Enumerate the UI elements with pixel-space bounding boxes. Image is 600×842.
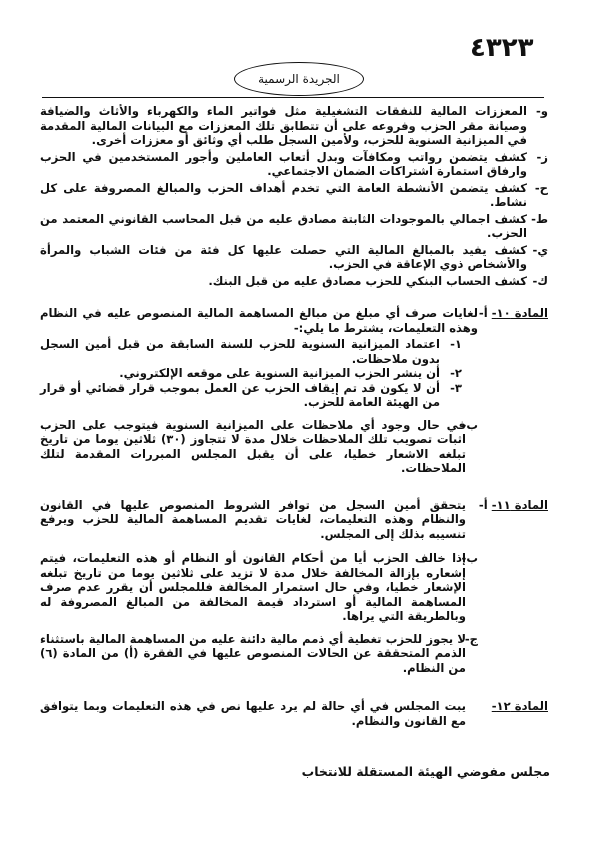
article-11-c-text: لا يجوز للحزب تغطية أي ذمم مالية دائنة عليه من المساهمة المالية باستثناء الذمم المتحققة عن الحالات المنصوص عليها في الفقرة (أ) من المادة (٦) من النظام. <box>40 631 466 675</box>
list-item <box>40 150 548 179</box>
list-item-label: ك- <box>532 273 548 288</box>
list-item-text: المعززات المالية للنفقات التشغيلية مثل فواتير الماء والكهرباء والأثاث والضيافة وصيانة مقر الحزب وفروعه على أن تتطابق تلك المعززات مع البيانات المالية المقدمة في الميزانية السنوية للحزب، ولأمين السجل طلب أي وثائق أو معززات أخرى. <box>40 104 527 147</box>
list-item-label: ط- <box>531 211 548 226</box>
article-12-title: المادة ١٢- <box>491 699 548 713</box>
article-11-paragraph-b <box>40 551 548 624</box>
header-divider <box>42 97 544 98</box>
condition-text: اعتماد الميزانية السنوية للحزب للسنة السابقة من قبل أمين السجل بدون ملاحظات. <box>40 337 440 366</box>
condition-item <box>40 366 548 381</box>
list-item <box>40 243 548 272</box>
article-11-title: المادة ١١- <box>491 497 548 512</box>
list-item-label: ز- <box>536 149 548 164</box>
page-number: ٤٣٢٣ <box>470 33 534 63</box>
list-item-text: كشف اجمالي بالموجودات الثابتة مصادق عليه من قبل المحاسب القانوني المعتمد من الحزب. <box>40 211 527 240</box>
article-10-paragraph-a <box>40 306 548 335</box>
list-item <box>40 274 548 289</box>
condition-text: أن لا يكون قد تم إيقاف الحزب عن العمل بموجب قرار قضائي أو قرار من الهيئة العامة للحزب. <box>40 380 440 409</box>
article-11-c-label: ج- <box>464 631 478 646</box>
article-10-b-label: ب- <box>461 417 478 432</box>
list-item-text: كشف يتضمن رواتب ومكافآت وبدل أتعاب العاملين وأجور المستخدمين في الحزب وارفاق استمارة اشتراكات الضمان الاجتماعي. <box>40 149 527 178</box>
list-item-label: ي- <box>532 242 548 257</box>
list-item <box>40 212 548 241</box>
condition-label: ١- <box>450 337 462 351</box>
list-item-label: و- <box>535 104 548 118</box>
condition-label: ٣- <box>450 380 462 395</box>
article-10-b-text: في حال وجود أي ملاحظات على الميزانية السنوية فيتوجب على الحزب اثبات تصويب تلك الملاحظات خلال مدة لا تتجاوز (٣٠) ثلاثين يوما من تاريخ تبلغه الاشعار خطيا، على أن يقبل المجلس المبررات المقدمة لتلك الملاحظات. <box>40 417 466 475</box>
article-10-paragraph-b <box>40 418 548 476</box>
list-item-label: ح- <box>534 180 548 195</box>
article-11-a-label: أ- <box>478 497 488 512</box>
signature-line: مجلس مفوضي الهيئة المستقلة للانتخاب <box>301 764 550 779</box>
article-11-b-label: ب- <box>461 551 478 565</box>
condition-text: أن ينشر الحزب الميزانية السنوية على موقعه الإلكتروني. <box>119 366 440 380</box>
article-12-paragraph <box>40 699 548 728</box>
article-11 <box>40 498 548 676</box>
list-item-text: كشف الحساب البنكي للحزب مصادق عليه من قبل البنك. <box>208 273 527 288</box>
condition-label: ٢- <box>450 366 462 380</box>
article-11-paragraph-a <box>40 498 548 542</box>
article-10 <box>40 306 548 476</box>
condition-item <box>40 337 548 366</box>
list-item-text: كشف يفيد بالمبالغ المالية التي حصلت عليها كل فئة من فئات الشباب والمرأة والأشخاص ذوي الإعاقة في الحزب. <box>40 242 527 271</box>
article-12 <box>40 699 548 728</box>
list-item <box>40 104 548 148</box>
list-item <box>40 181 548 210</box>
document-body <box>40 104 548 730</box>
article-10-conditions <box>40 337 548 410</box>
article-10-a-label: أ- <box>478 306 488 320</box>
article-11-a-text: يتحقق أمين السجل من توافر الشروط المنصوص عليها في القانون والنظام وهذه التعليمات، لغايات تقديم المساهمة المالية للحزب ويرفع تنسيبه بذلك إلى المجلس. <box>40 497 466 541</box>
article-12-text: يبت المجلس في أي حالة لم يرد عليها نص في هذه التعليمات وبما يتوافق مع القانون والنظام. <box>40 699 466 728</box>
article-11-b-text: إذا خالف الحزب أيا من أحكام القانون أو النظام أو هذه التعليمات، فيتم إشعاره بإزالة المخالفة خلال مدة لا تزيد على ثلاثين يوما من تاريخ تبلغه الإشعار خطيا، وفي حال استمرار المخالفة فللمجلس أن يقرر عدم صرف المساهمة المالية أو استرداد قيمة المخالفة من المبالغ المصروفة له وبالطريقة التي يراها. <box>40 551 466 623</box>
gazette-header: الجريدة الرسمية <box>234 62 364 96</box>
condition-item <box>40 381 548 410</box>
financial-documents-list <box>40 104 548 288</box>
article-11-paragraph-c <box>40 632 548 676</box>
article-10-title: المادة ١٠- <box>491 306 548 320</box>
list-item-text: كشف يتضمن الأنشطة العامة التي تخدم أهداف الحزب والمبالغ المصروفة على كل نشاط. <box>40 180 527 209</box>
article-10-a-text: لغايات صرف أي مبلغ من مبالغ المساهمة المالية المنصوص عليه في النظام وهذه التعليمات، يشترط ما يلي:- <box>40 306 478 335</box>
